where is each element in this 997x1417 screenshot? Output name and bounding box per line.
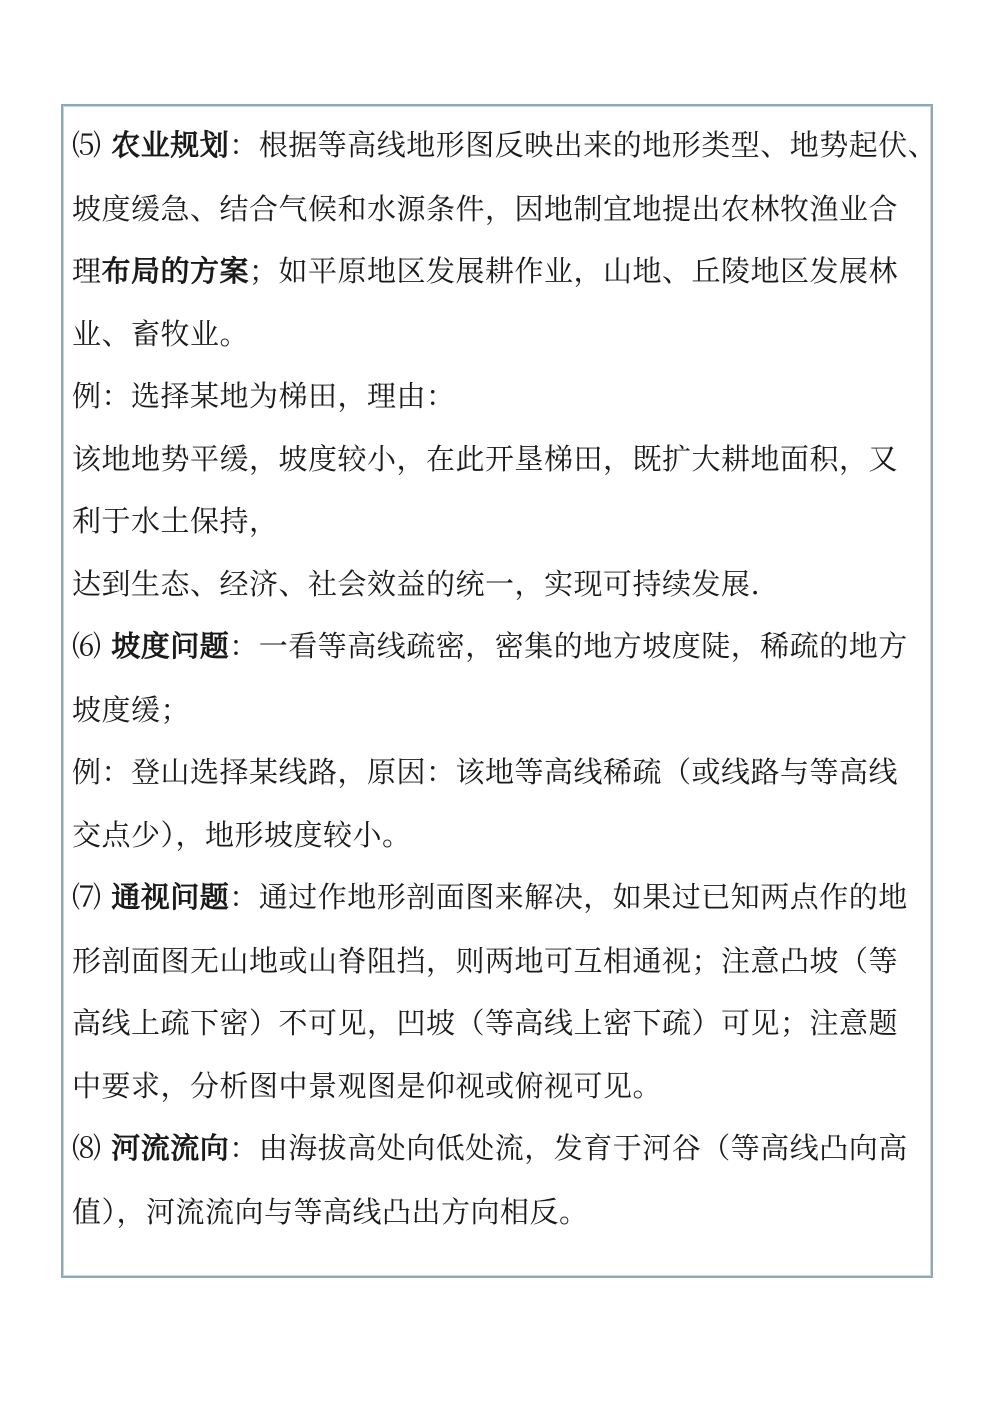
s6-line-2: 坡度缓；: [72, 692, 191, 727]
s7-line-1: [72, 866, 932, 930]
s8-colon: ：: [229, 1131, 259, 1165]
document-body: [72, 114, 938, 1243]
s8-heading: 河流流向: [111, 1131, 230, 1165]
s6-heading: 坡度问题: [111, 629, 230, 663]
s5-line-2: 坡度缓急、结合气候和水源条件，因地制宜地提出农林牧渔业合: [72, 191, 899, 226]
s7-colon: ：: [229, 880, 259, 914]
s6-example-line-1: 例：登山选择某线路，原因：该地等高线稀疏（或线路与等高线: [72, 755, 899, 789]
s8-line-2: 值），河流流向与等高线凸出方向相反。: [72, 1194, 589, 1229]
s5-reason-line-2: 利于水土保持，: [72, 504, 279, 538]
s5-reason-line-1: 该地地势平缓，坡度较小，在此开垦梯田，既扩大耕地面积，又: [72, 441, 899, 476]
s6-number: ⑹: [72, 631, 102, 663]
s7-line-2: 形剖面图无山地或山脊阻挡，则两地可互相通视；注意凸坡（等: [72, 943, 899, 978]
s8-line1-rest: 由海拔高处向低处流，发育于河谷（等高线凸向高: [258, 1131, 908, 1165]
s5-line-1: [72, 114, 938, 178]
s5-line-3: [72, 240, 932, 303]
s6-line1-rest: 一看等高线疏密，密集的地方坡度陡，稀疏的地方: [258, 629, 908, 663]
s7-heading: 通视问题: [111, 880, 230, 914]
s6-colon: ：: [229, 629, 259, 663]
s5-line3-post: ；如平原地区发展耕作业，山地、丘陵地区发展林: [249, 254, 899, 288]
s5-number: ⑸: [72, 130, 102, 162]
s7-line-4: 中要求，分析图中景观图是仰视或俯视可见。: [72, 1068, 663, 1103]
s8-number: ⑻: [72, 1133, 102, 1165]
s5-colon: ：: [229, 128, 259, 162]
s5-line-4: 业、畜牧业。: [72, 316, 250, 351]
s5-heading: 农业规划: [111, 128, 230, 162]
s5-line3-bold: 布局的方案: [101, 254, 250, 288]
s5-reason-line-3: 达到生态、经济、社会效益的统一，实现可持续发展.: [72, 566, 761, 601]
s5-line1-rest: 根据等高线地形图反映出来的地形类型、地势起伏、: [258, 128, 938, 162]
s7-line1-rest: 通过作地形剖面图来解决，如果过已知两点作的地: [258, 880, 908, 914]
s7-number: ⑺: [72, 882, 102, 914]
s5-line3-pre: 理: [72, 254, 102, 288]
s6-example-line-2: 交点少），地形坡度较小。: [72, 817, 412, 852]
s6-line-1: [72, 615, 932, 679]
s7-line-3: 高线上疏下密）不可见，凹坡（等高线上密下疏）可见；注意题: [72, 1006, 899, 1040]
s8-line-1: [72, 1117, 932, 1181]
s5-example-line: 例：选择某地为梯田，理由：: [72, 379, 456, 413]
